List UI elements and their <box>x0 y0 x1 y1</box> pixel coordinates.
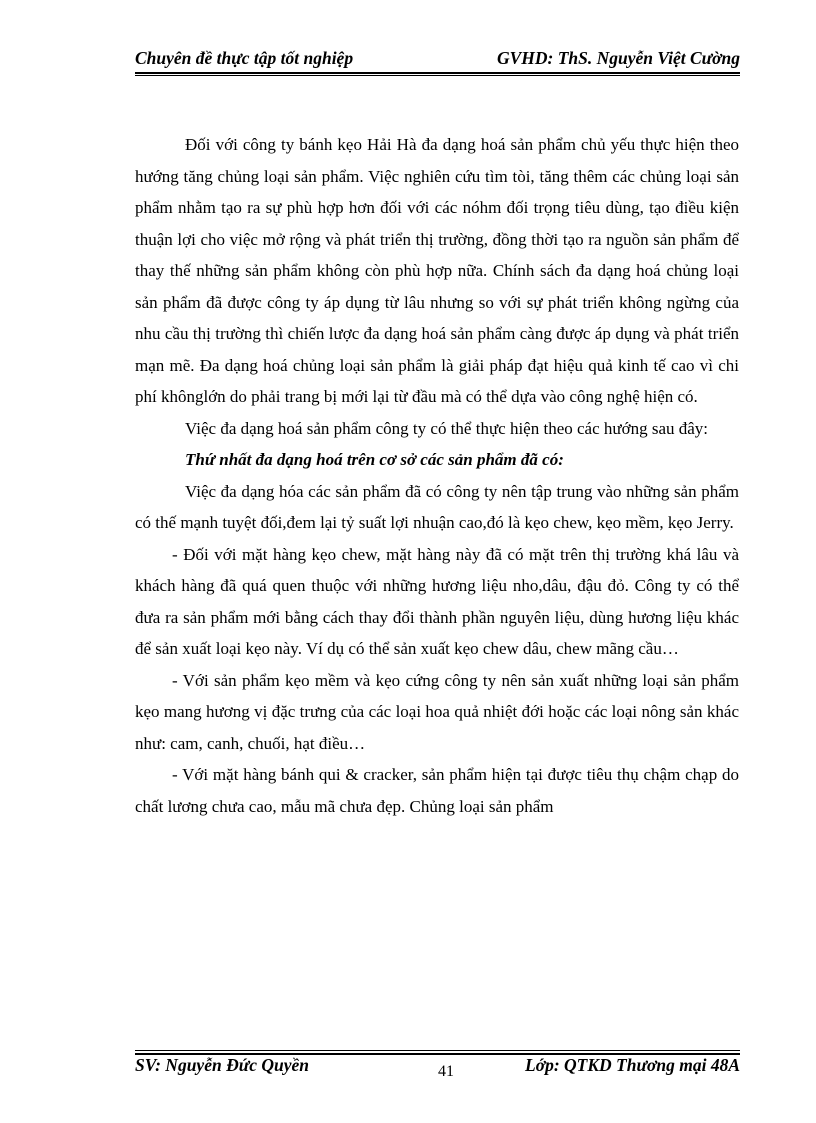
page-number: 41 <box>438 1063 454 1080</box>
page-header <box>135 48 740 72</box>
bullet-biscuit-cracker: - Với mặt hàng bánh qui & cracker, sản phẩm hiện tại được tiêu thụ chậm chạp do chất lương chưa cao, mẫu mã chưa đẹp. Chủng loại sản phẩm <box>135 765 739 816</box>
student-name: SV: Nguyễn Đức Quyền <box>135 1055 309 1075</box>
paragraph-diversification-intro: Đối với công ty bánh kẹo Hải Hà đa dạng hoá sản phẩm chủ yếu thực hiện theo hướng tăng chủng loại sản phẩm. Việc nghiên cứu tìm tòi, tăng thêm các chủng loại sản phẩm nhằm tạo ra sự phù hợp hơn đối với các nóhm đối trọng tiêu dùng, tạo điều kiện thuận lợi cho việc mở rộng và phát triển thị trường, đồng thời tạo ra nguồn sản phẩm để thay thế những sản phẩm không còn phù hợp nữa. Chính sách đa dạng hoá chủng loại sản phẩm đã được công ty áp dụng từ lâu nhưng so với sự phát triển không ngừng của nhu cầu thị trường thì chiến lược đa dạng hoá sản phẩm càng được áp dụng và phát triển mạn mẽ. Đa dạng hoá chủng loại sản phẩm là giải pháp đạt hiệu quả kinh tế cao vì chi phí khônglớn do phải trang bị mới lại từ đầu mà có thể dựa vào công nghệ hiện có. <box>135 135 739 406</box>
header-rule-thin <box>135 75 740 76</box>
page-body <box>135 129 739 822</box>
subheading-first-direction: Thứ nhất đa dạng hoá trên cơ sở các sản phẩm đã có: <box>185 450 564 469</box>
supervisor-name: GVHD: ThS. Nguyễn Việt Cường <box>496 48 740 68</box>
bullet-soft-hard-candy: - Với sản phẩm kẹo mềm và kẹo cứng công ty nên sản xuất những loại sản phẩm kẹo mang hương vị đặc trưng của các loại hoa quả nhiệt đới hoặc các loại nông sản khác như: cam, canh, chuối, hạt điều… <box>135 670 739 753</box>
document-title: Chuyên đề thực tập tốt nghiệp <box>135 48 354 68</box>
footer-rule-thin <box>135 1050 740 1051</box>
header-rule-thick <box>135 72 740 74</box>
bullet-chew-candy: - Đối với mặt hàng kẹo chew, mặt hàng này đã có mặt trên thị trường khá lâu và khách hàng đã quá quen thuộc với những hương liệu nho,dâu, đậu đỏ. Công ty có thể đưa ra sản phẩm mới bằng cách thay đổi thành phần nguyên liệu, dùng hương liệu khác để sản xuất loại kẹo này. Ví dụ có thể sản xuất kẹo chew dâu, chew mãng cầu… <box>135 544 739 658</box>
page-footer <box>135 1055 740 1085</box>
paragraph-directions: Việc đa dạng hoá sản phẩm công ty có thể thực hiện theo các hướng sau đây: <box>185 418 709 438</box>
paragraph-existing-products: Việc đa dạng hóa các sản phẩm đã có công ty nên tập trung vào những sản phẩm có thế mạnh tuyệt đối,đem lại tỷ suất lợi nhuận cao,đó là kẹo chew, kẹo mềm, kẹo Jerry. <box>135 481 739 532</box>
class-name: Lớp: QTKD Thương mại 48A <box>525 1055 740 1075</box>
